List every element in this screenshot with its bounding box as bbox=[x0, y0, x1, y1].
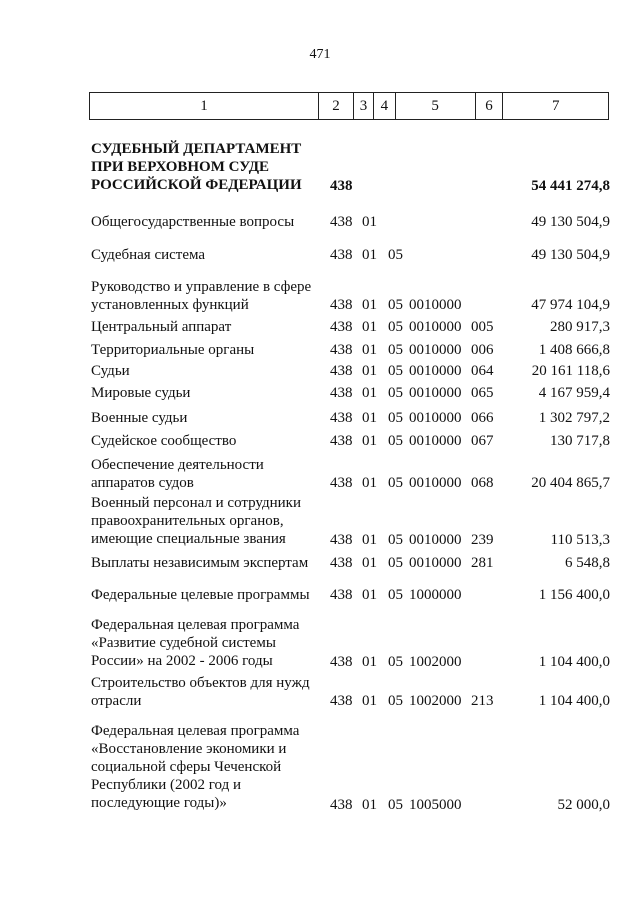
amount: 6 548,8 bbox=[565, 555, 610, 571]
subsection-code: 05 bbox=[388, 385, 403, 401]
row-name bbox=[91, 722, 326, 812]
row-name bbox=[91, 278, 326, 314]
amount: 1 104 400,0 bbox=[538, 653, 610, 670]
row-name-line: Строительство объектов для нужд bbox=[91, 674, 310, 691]
row-name bbox=[91, 362, 326, 380]
section-code: 01 bbox=[362, 319, 377, 335]
target-item-code: 1002000 bbox=[409, 692, 462, 709]
target-item-code: 0010000 bbox=[409, 363, 462, 379]
row-name-line: Судебная система bbox=[91, 247, 206, 263]
target-item-code: 0010000 bbox=[409, 410, 462, 426]
row-name-line: Судьи bbox=[91, 363, 130, 379]
ved-code: 438 bbox=[330, 214, 353, 230]
row-name-line: РОССИЙСКОЙ ФЕДЕРАЦИИ bbox=[91, 177, 302, 194]
subsection-code: 05 bbox=[388, 247, 403, 263]
row-name-line: аппаратов судов bbox=[91, 474, 194, 491]
subsection-code: 05 bbox=[388, 342, 403, 358]
amount: 1 156 400,0 bbox=[538, 587, 610, 603]
amount: 54 441 274,8 bbox=[531, 177, 610, 194]
ved-code: 438 bbox=[330, 587, 353, 603]
row-name bbox=[91, 140, 326, 194]
subsection-code: 05 bbox=[388, 410, 403, 426]
row-name-line: Военный персонал и сотрудники bbox=[91, 495, 301, 512]
target-item-code: 0010000 bbox=[409, 555, 462, 571]
row-name bbox=[91, 246, 326, 264]
target-item-code: 0010000 bbox=[409, 342, 462, 358]
ved-code: 438 bbox=[330, 363, 353, 379]
subsection-code: 05 bbox=[388, 653, 403, 670]
row-name-line: Федеральная целевая программа bbox=[91, 723, 300, 740]
column-header-6: 6 bbox=[476, 93, 504, 119]
section-code: 01 bbox=[362, 214, 377, 230]
section-code: 01 bbox=[362, 474, 377, 491]
expense-type-code: 064 bbox=[471, 363, 494, 379]
row-name-line: России» на 2002 - 2006 годы bbox=[91, 653, 273, 670]
ved-code: 438 bbox=[330, 692, 353, 709]
subsection-code: 05 bbox=[388, 555, 403, 571]
ved-code: 438 bbox=[330, 433, 353, 449]
section-code: 01 bbox=[362, 385, 377, 401]
target-item-code: 0010000 bbox=[409, 296, 462, 313]
row-name bbox=[91, 432, 326, 450]
row-name-line: Федеральная целевая программа bbox=[91, 617, 300, 634]
section-code: 01 bbox=[362, 692, 377, 709]
expense-type-code: 005 bbox=[471, 319, 494, 335]
amount: 280 917,3 bbox=[550, 319, 610, 335]
expense-type-code: 239 bbox=[471, 531, 494, 548]
amount: 20 404 865,7 bbox=[531, 474, 610, 491]
row-name-line: Выплаты независимым экспертам bbox=[91, 555, 309, 571]
page-number: 471 bbox=[309, 47, 331, 62]
amount: 110 513,3 bbox=[550, 531, 610, 548]
amount: 49 130 504,9 bbox=[531, 247, 610, 263]
section-code: 01 bbox=[362, 296, 377, 313]
subsection-code: 05 bbox=[388, 692, 403, 709]
column-header-2: 2 bbox=[319, 93, 354, 119]
ved-code: 438 bbox=[330, 342, 353, 358]
section-code: 01 bbox=[362, 796, 377, 813]
row-name-line: «Восстановление экономики и bbox=[91, 741, 287, 758]
row-name bbox=[91, 674, 326, 710]
expense-type-code: 068 bbox=[471, 474, 494, 491]
row-name bbox=[91, 409, 326, 427]
row-name-line: «Развитие судебной системы bbox=[91, 635, 276, 652]
ved-code: 438 bbox=[330, 247, 353, 263]
row-name-line: Мировые судьи bbox=[91, 385, 191, 401]
ved-code: 438 bbox=[330, 385, 353, 401]
ved-code: 438 bbox=[330, 653, 353, 670]
target-item-code: 0010000 bbox=[409, 474, 462, 491]
amount: 47 974 104,9 bbox=[531, 296, 610, 313]
subsection-code: 05 bbox=[388, 474, 403, 491]
amount: 20 161 118,6 bbox=[531, 363, 610, 379]
row-name bbox=[91, 341, 326, 359]
section-code: 01 bbox=[362, 433, 377, 449]
expense-type-code: 065 bbox=[471, 385, 494, 401]
ved-code: 438 bbox=[330, 531, 353, 548]
ved-code: 438 bbox=[330, 410, 353, 426]
row-name-line: СУДЕБНЫЙ ДЕПАРТАМЕНТ bbox=[91, 141, 302, 158]
ved-code: 438 bbox=[330, 796, 353, 813]
row-name bbox=[91, 586, 326, 604]
row-name-line: отрасли bbox=[91, 692, 142, 709]
row-name-line: Обеспечение деятельности bbox=[91, 456, 264, 473]
ved-code: 438 bbox=[330, 555, 353, 571]
ved-code: 438 bbox=[330, 474, 353, 491]
ved-code: 438 bbox=[330, 296, 353, 313]
amount: 130 717,8 bbox=[550, 433, 610, 449]
subsection-code: 05 bbox=[388, 319, 403, 335]
section-code: 01 bbox=[362, 587, 377, 603]
section-code: 01 bbox=[362, 555, 377, 571]
row-name-line: Федеральные целевые программы bbox=[91, 587, 310, 603]
row-name-line: Центральный аппарат bbox=[91, 319, 232, 335]
expense-type-code: 006 bbox=[471, 342, 494, 358]
section-code: 01 bbox=[362, 247, 377, 263]
row-name-line: последующие годы)» bbox=[91, 795, 227, 812]
row-name-line: социальной сферы Чеченской bbox=[91, 759, 282, 776]
row-name-line: установленных функций bbox=[91, 296, 249, 313]
subsection-code: 05 bbox=[388, 433, 403, 449]
amount: 52 000,0 bbox=[557, 796, 610, 813]
column-header-5: 5 bbox=[396, 93, 476, 119]
amount: 1 408 666,8 bbox=[538, 342, 610, 358]
row-name bbox=[91, 213, 326, 231]
expense-type-code: 066 bbox=[471, 410, 494, 426]
expense-type-code: 067 bbox=[471, 433, 494, 449]
column-header-4: 4 bbox=[374, 93, 396, 119]
row-name bbox=[91, 456, 326, 492]
row-name-line: Руководство и управление в сфере bbox=[91, 278, 312, 295]
row-name bbox=[91, 616, 326, 670]
subsection-code: 05 bbox=[388, 587, 403, 603]
expense-type-code: 281 bbox=[471, 555, 494, 571]
target-item-code: 0010000 bbox=[409, 319, 462, 335]
row-name-line: Военные судьи bbox=[91, 410, 188, 426]
subsection-code: 05 bbox=[388, 796, 403, 813]
row-name-line: Территориальные органы bbox=[91, 342, 255, 358]
row-name bbox=[91, 554, 326, 572]
amount: 49 130 504,9 bbox=[531, 214, 610, 230]
section-code: 01 bbox=[362, 363, 377, 379]
amount: 1 104 400,0 bbox=[538, 692, 610, 709]
column-header-1: 1 bbox=[90, 93, 319, 119]
column-header-7: 7 bbox=[551, 98, 560, 114]
section-code: 01 bbox=[362, 410, 377, 426]
section-code: 01 bbox=[362, 531, 377, 548]
target-item-code: 1005000 bbox=[409, 796, 462, 813]
target-item-code: 1002000 bbox=[409, 653, 462, 670]
subsection-code: 05 bbox=[388, 296, 403, 313]
amount: 1 302 797,2 bbox=[538, 410, 610, 426]
row-name-line: Общегосударственные вопросы bbox=[91, 214, 295, 230]
section-code: 01 bbox=[362, 342, 377, 358]
ved-code: 438 bbox=[330, 177, 353, 194]
row-name-line: правоохранительных органов, bbox=[91, 513, 284, 530]
row-name-line: Республики (2002 год и bbox=[91, 777, 241, 794]
section-code: 01 bbox=[362, 653, 377, 670]
row-name-line: Судейское сообщество bbox=[91, 433, 237, 449]
row-name bbox=[91, 318, 326, 336]
row-name bbox=[91, 494, 326, 548]
target-item-code: 0010000 bbox=[409, 385, 462, 401]
target-item-code: 0010000 bbox=[409, 433, 462, 449]
row-name bbox=[91, 384, 326, 402]
column-header-3: 3 bbox=[354, 93, 374, 119]
amount: 4 167 959,4 bbox=[538, 385, 610, 401]
target-item-code: 1000000 bbox=[409, 587, 462, 603]
expense-type-code: 213 bbox=[471, 692, 494, 709]
subsection-code: 05 bbox=[388, 363, 403, 379]
target-item-code: 0010000 bbox=[409, 531, 462, 548]
row-name-line: имеющие специальные звания bbox=[91, 531, 286, 548]
ved-code: 438 bbox=[330, 319, 353, 335]
row-name-line: ПРИ ВЕРХОВНОМ СУДЕ bbox=[91, 159, 270, 176]
subsection-code: 05 bbox=[388, 531, 403, 548]
